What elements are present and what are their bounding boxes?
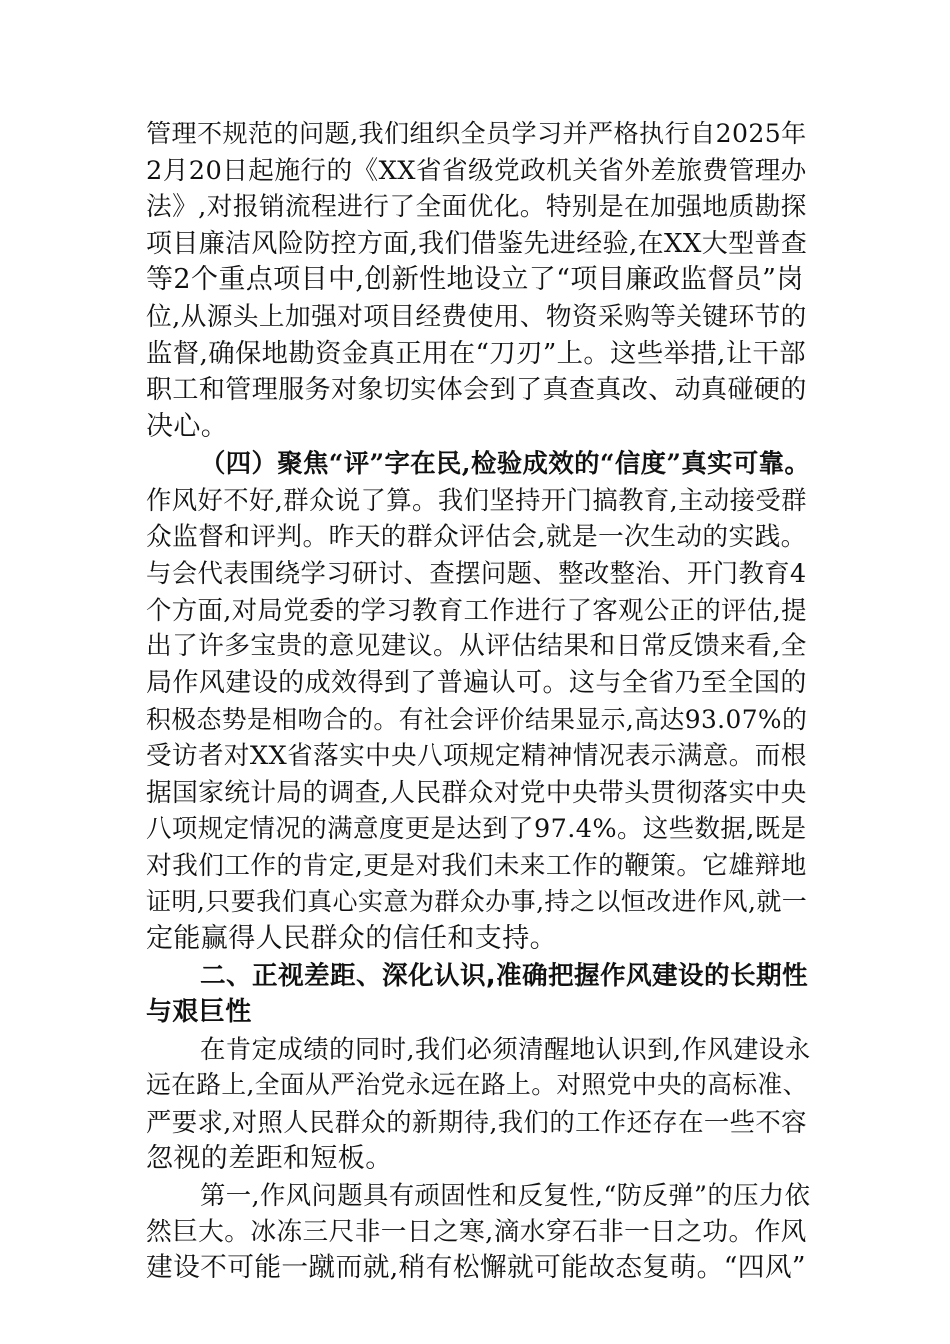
section-heading-continued: 与艰巨性 bbox=[146, 997, 252, 1028]
text-line: 作风好不好,群众说了算。我们坚持开门搞教育,主动接受群 bbox=[146, 484, 807, 515]
text-line: 积极态势是相吻合的。有社会评价结果显示,高达93.07%的 bbox=[146, 704, 808, 734]
section-heading: 二、正视差距、深化认识,准确把握作风建设的长期性 bbox=[200, 960, 808, 991]
text-line: 严要求,对照人民群众的新期待,我们的工作还存在一些不容 bbox=[146, 1107, 807, 1138]
text-line: 项目廉洁风险防控方面,我们借鉴先进经验,在XX大型普查 bbox=[146, 228, 808, 259]
text-line: 与会代表围绕学习研讨、查摆问题、整改整治、开门教育4 bbox=[146, 558, 807, 589]
text-line: 八项规定情况的满意度更是达到了97.4%。这些数据,既是 bbox=[146, 814, 807, 845]
text-line: 远在路上,全面从严治党永远在路上。对照党中央的高标准、 bbox=[146, 1070, 808, 1100]
text-line: 第一,作风问题具有顽固性和反复性,“防反弹”的压力依 bbox=[200, 1180, 811, 1211]
text-line: 然巨大。冰冻三尺非一日之寒,滴水穿石非一日之功。作风 bbox=[146, 1216, 807, 1247]
text-line: 2月20日起施行的《XX省省级党政机关省外差旅费管理办 bbox=[146, 155, 807, 186]
text-line: 证明,只要我们真心实意为群众办事,持之以恒改进作风,就一 bbox=[146, 887, 808, 917]
text-line: 众监督和评判。昨天的群众评估会,就是一次生动的实践。 bbox=[146, 521, 807, 552]
document-body bbox=[146, 116, 810, 1287]
text-line: 定能赢得人民群众的信任和支持。 bbox=[146, 923, 557, 955]
text-line: 在肯定成绩的同时,我们必须清醒地认识到,作风建设永 bbox=[200, 1033, 811, 1064]
text-line: 受访者对XX省落实中央八项规定精神情况表示满意。而根 bbox=[146, 741, 807, 772]
text-line: 位,从源头上加强对项目经费使用、物资采购等关键环节的 bbox=[146, 301, 807, 332]
text-line: 建设不可能一蹴而就,稍有松懈就可能故态复萌。“四风” bbox=[146, 1252, 806, 1284]
text-line: 职工和管理服务对象切实体会到了真查真改、动真碰硬的 bbox=[146, 375, 807, 406]
text-line: 监督,确保地勘资金真正用在“刀刃”上。这些举措,让干部 bbox=[146, 338, 807, 369]
text-line: 法》,对报销流程进行了全面优化。特别是在加强地质勘探 bbox=[146, 192, 807, 223]
text-line: 据国家统计局的调查,人民群众对党中央带头贯彻落实中央 bbox=[146, 777, 807, 808]
text-line: 忽视的差距和短板。 bbox=[146, 1142, 393, 1174]
text-line: 个方面,对局党委的学习教育工作进行了客观公正的评估,提 bbox=[146, 594, 807, 625]
section-subheading: （四）聚焦“评”字在民,检验成效的“信度”真实可靠。 bbox=[200, 448, 811, 479]
text-line: 管理不规范的问题,我们组织全员学习并严格执行自2025年 bbox=[146, 119, 807, 148]
text-line: 决心。 bbox=[146, 410, 229, 442]
text-line: 出了许多宝贵的意见建议。从评估结果和日常反馈来看,全 bbox=[146, 631, 807, 662]
text-line: 等2个重点项目中,创新性地设立了“项目廉政监督员”岗 bbox=[146, 264, 804, 296]
text-line: 局作风建设的成效得到了普遍认可。这与全省乃至全国的 bbox=[146, 667, 807, 698]
text-line: 对我们工作的肯定,更是对我们未来工作的鞭策。它雄辩地 bbox=[146, 850, 807, 881]
